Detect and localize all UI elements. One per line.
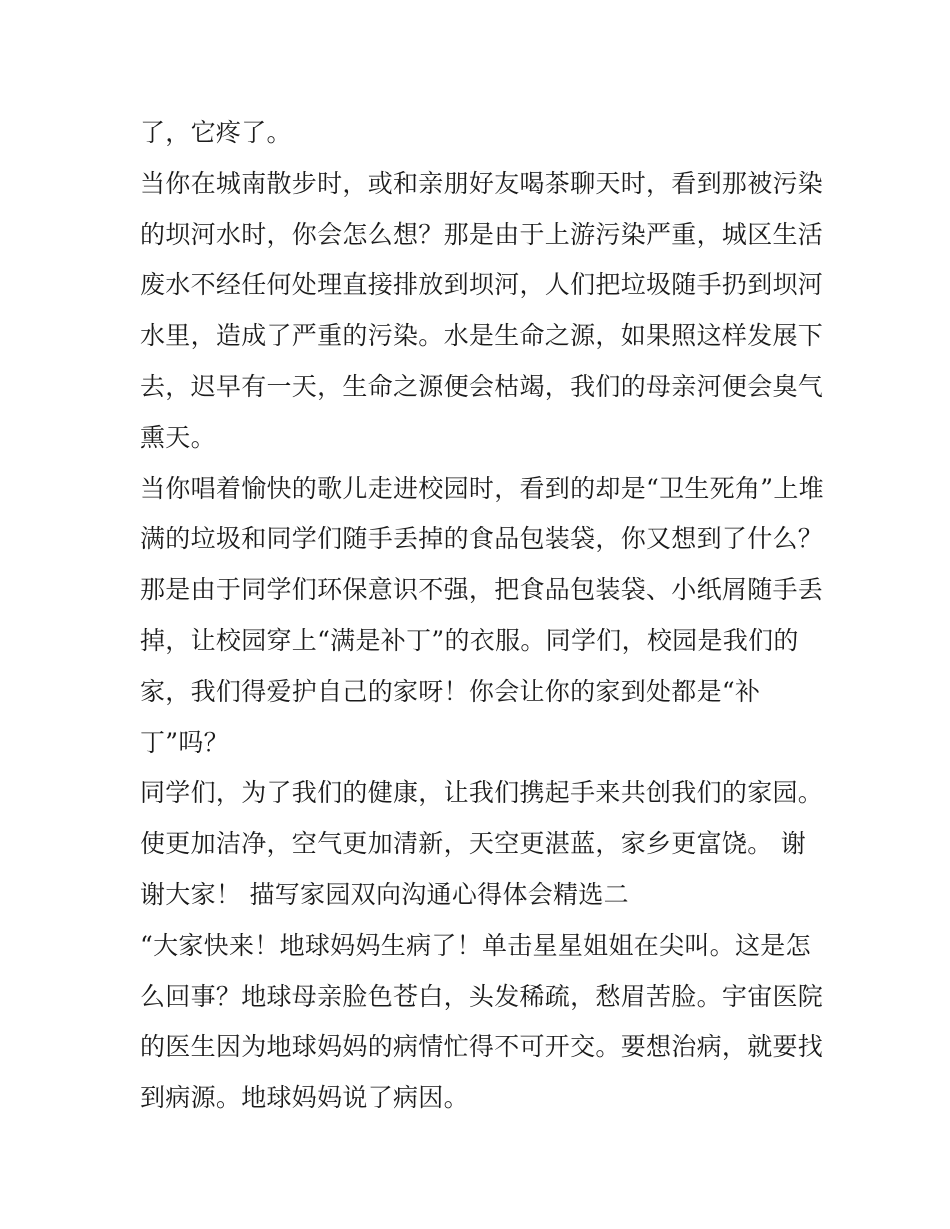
text-line: 家，我们得爱护自己的家呀！你会让你的家到处都是“补 <box>140 676 761 706</box>
text-line: 了，它疼了。 <box>140 118 292 147</box>
text-line: 那是由于同学们环保意识不强，把食品包装袋、小纸屑随手丢 <box>140 575 824 605</box>
text-line: 水里，造成了严重的污染。水是生命之源，如果照这样发展下 <box>140 321 824 351</box>
text-line: 么回事？地球母亲脸色苍白，头发稀疏，愁眉苦脸。宇宙医院 <box>140 981 824 1011</box>
text-line: 使更加洁净，空气更加清新，天空更湛蓝，家乡更富饶。 谢 <box>140 829 807 859</box>
text-line: 当你唱着愉快的歌儿走进校园时，看到的却是“卫生死角”上堆 <box>140 473 824 503</box>
body-text <box>140 108 824 1124</box>
text-line: 谢大家！ 描写家园双向沟通心得体会精选二 <box>140 879 629 909</box>
text-line: 的医生因为地球妈妈的病情忙得不可开交。要想治病，就要找 <box>140 1032 824 1062</box>
text-line: 丁”吗？ <box>140 727 229 757</box>
text-line: 去，迟早有一天，生命之源便会枯竭，我们的母亲河便会臭气 <box>140 371 824 401</box>
text-line: 掉，让校园穿上“满是补丁”的衣服。同学们，校园是我们的 <box>140 625 799 655</box>
text-line: 熏天。 <box>140 422 216 452</box>
text-line: 到病源。地球妈妈说了病因。 <box>140 1083 469 1113</box>
text-line: 当你在城南散步时，或和亲朋好友喝茶聊天时，看到那被污染 <box>140 168 824 198</box>
text-line: 同学们，为了我们的健康，让我们携起手来共创我们的家园。 <box>140 778 824 808</box>
text-line: “大家快来！地球妈妈生病了！单击星星姐姐在尖叫。这是怎 <box>140 930 811 960</box>
text-line: 废水不经任何处理直接排放到坝河，人们把垃圾随手扔到坝河 <box>140 270 824 300</box>
text-line: 满的垃圾和同学们随手丢掉的食品包装袋，你又想到了什么？ <box>140 524 824 554</box>
text-line: 的坝河水时，你会怎么想？那是由于上游污染严重，城区生活 <box>140 219 824 249</box>
